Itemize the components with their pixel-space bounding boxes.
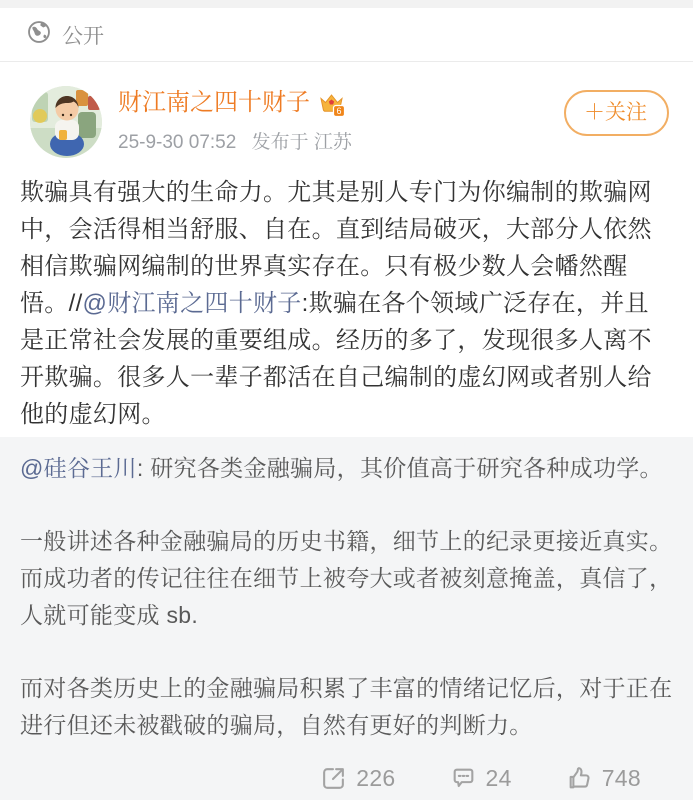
author-info (118, 86, 564, 154)
post-text-segment: 欺骗具有强大的生命力。尤其是别人专门为你编制的欺骗网中，会活得相当舒服、自在。直到结局破灭，大部分人依然相信欺骗网编制的世界真实存在。只有极少数人会幡然醒悟。// (20, 179, 652, 317)
like-count: 748 (601, 765, 641, 791)
quote-paragraph (20, 450, 673, 487)
author-name[interactable]: 财江南之四十财子 (118, 89, 310, 116)
quote-text-segment: : 研究各类金融骗局，其价值高于研究各种成功学。 (136, 455, 663, 481)
post-body-text (0, 162, 693, 437)
follow-button[interactable]: ＋关注 (564, 90, 669, 136)
vip-crown-badge-icon (318, 90, 345, 117)
repost-count: 226 (356, 765, 396, 791)
quote-paragraph: 一般讲述各种金融骗局的历史书籍，细节上的纪录更接近真实。而成功者的传记往往在细节上被夸大或者被刻意掩盖，真信了，人就可能变成 sb. (20, 528, 673, 628)
globe-icon (26, 19, 52, 51)
post-location: 发布于 江苏 (251, 132, 352, 153)
post-card (0, 62, 693, 437)
post-timestamp: 25-9-30 07:52 (118, 132, 237, 153)
comment-icon (450, 765, 477, 792)
mention-link-quoted-author[interactable]: @硅谷王川 (20, 455, 137, 481)
visibility-label: 公开 (62, 24, 104, 48)
comment-count: 24 (485, 765, 512, 791)
repost-icon (320, 765, 347, 792)
quote-paragraph: 而对各类历史上的金融骗局积累了丰富的情绪记忆后，对于正在进行但还未被戳破的骗局，自然有更好的判断力。 (20, 675, 673, 738)
post-text-segment: :欺骗在各个领域广泛存在，并且是正常社会发展的重要组成。经历的多了，发现很多人离不开欺骗。很多人一辈子都活在自己编制的虚幻网或者别人给他的虚幻网。 (20, 290, 652, 428)
post-meta (118, 127, 564, 154)
post-header (0, 62, 693, 162)
quoted-post[interactable] (0, 437, 693, 800)
comment-action[interactable] (450, 760, 512, 797)
action-bar (20, 744, 673, 797)
visibility-bar[interactable] (0, 8, 693, 62)
like-thumbs-up-icon (566, 765, 593, 792)
avatar[interactable] (30, 86, 102, 158)
mention-link-author[interactable]: @财江南之四十财子 (82, 290, 302, 317)
repost-action[interactable] (320, 760, 395, 797)
like-action[interactable] (566, 760, 641, 797)
svg-text:6: 6 (336, 105, 342, 116)
